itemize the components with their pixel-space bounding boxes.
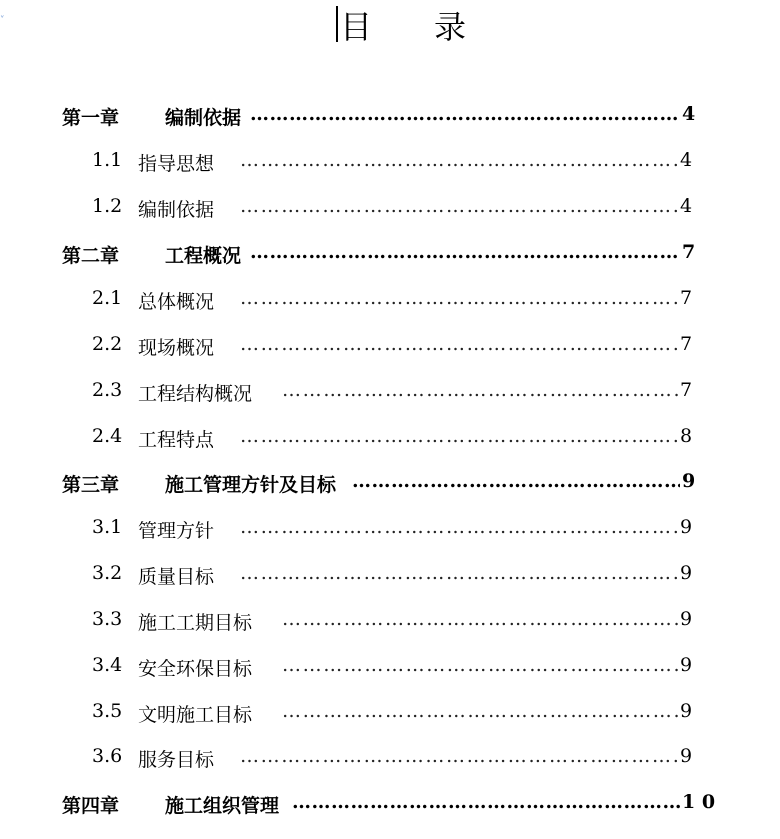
toc-entry-title: 管理方针 bbox=[138, 520, 215, 542]
toc-leader-dots bbox=[240, 149, 678, 171]
toc-page-number: 9 bbox=[680, 700, 693, 722]
toc-chapter-row[interactable] bbox=[0, 791, 780, 817]
toc-section-row[interactable] bbox=[0, 425, 780, 451]
toc-leader-dots bbox=[240, 287, 678, 309]
toc-entry-title: 施工工期目标 bbox=[138, 612, 253, 634]
toc-section-row[interactable] bbox=[0, 608, 780, 634]
toc-entry-title: 现场概况 bbox=[138, 337, 215, 359]
toc-entry-title: 工程结构概况 bbox=[138, 383, 253, 405]
toc-section-row[interactable] bbox=[0, 745, 780, 771]
toc-entry-title: 施工管理方针及目标 bbox=[165, 474, 337, 496]
toc-entry-number: 3.2 bbox=[92, 562, 123, 584]
toc-leader-dots bbox=[250, 103, 680, 125]
toc-page-number: 1 0 bbox=[682, 791, 716, 813]
toc-page-number: 7 bbox=[680, 287, 693, 309]
toc-page-number: 9 bbox=[680, 745, 693, 767]
toc-leader-dots bbox=[282, 654, 678, 676]
toc-entry-title: 文明施工目标 bbox=[138, 704, 253, 726]
toc-leader-dots bbox=[292, 791, 680, 813]
toc-entry-number: 2.1 bbox=[92, 287, 123, 309]
toc-page-number: 9 bbox=[682, 470, 696, 492]
toc-page-number: 4 bbox=[680, 195, 693, 217]
toc-leader-dots bbox=[240, 425, 678, 447]
toc-entry-number: 2.2 bbox=[92, 333, 123, 355]
toc-entry-number: 2.3 bbox=[92, 379, 123, 401]
toc-entry-title: 安全环保目标 bbox=[138, 658, 253, 680]
toc-page-number: 9 bbox=[680, 608, 693, 630]
toc-entry-number: 3.1 bbox=[92, 516, 123, 538]
toc-entry-title: 施工组织管理 bbox=[165, 795, 280, 817]
toc-entry-number: 3.4 bbox=[92, 654, 123, 676]
toc-entry-title: 服务目标 bbox=[138, 749, 215, 771]
toc-page-number: 7 bbox=[682, 241, 696, 263]
title-char-1: 目 bbox=[340, 8, 373, 46]
toc-section-row[interactable] bbox=[0, 149, 780, 175]
toc-page-number: 4 bbox=[682, 103, 696, 125]
toc-entry-title: 编制依据 bbox=[165, 107, 242, 129]
toc-entry-number: 3.6 bbox=[92, 745, 123, 767]
toc-section-row[interactable] bbox=[0, 195, 780, 221]
toc-entry-number: 1.1 bbox=[92, 149, 123, 171]
toc-page-number: 4 bbox=[680, 149, 693, 171]
toc-leader-dots bbox=[282, 379, 678, 401]
toc-section-row[interactable] bbox=[0, 379, 780, 405]
corner-mark: ˅ bbox=[0, 16, 5, 26]
toc-leader-dots bbox=[250, 241, 680, 263]
toc-leader-dots bbox=[240, 333, 678, 355]
toc-chapter-row[interactable] bbox=[0, 241, 780, 267]
toc-entry-number: 第三章 bbox=[62, 474, 120, 496]
toc-page-number: 9 bbox=[680, 516, 693, 538]
toc-chapter-row[interactable] bbox=[0, 103, 780, 129]
toc-section-row[interactable] bbox=[0, 516, 780, 542]
toc-entry-title: 工程概况 bbox=[165, 245, 242, 267]
title-char-2: 录 bbox=[434, 8, 467, 46]
toc-leader-dots bbox=[352, 470, 680, 492]
toc-leader-dots bbox=[240, 195, 678, 217]
toc-entry-number: 第四章 bbox=[62, 795, 120, 817]
toc-entry-number: 第二章 bbox=[62, 245, 120, 267]
toc-leader-dots bbox=[240, 562, 678, 584]
toc-section-row[interactable] bbox=[0, 700, 780, 726]
toc-entry-title: 总体概况 bbox=[138, 291, 215, 313]
toc-page-number: 8 bbox=[680, 425, 693, 447]
toc-entry-number: 1.2 bbox=[92, 195, 123, 217]
toc-leader-dots bbox=[282, 700, 678, 722]
toc-entry-number: 3.5 bbox=[92, 700, 123, 722]
toc-entry-number: 3.3 bbox=[92, 608, 123, 630]
toc-section-row[interactable] bbox=[0, 287, 780, 313]
toc-section-row[interactable] bbox=[0, 654, 780, 680]
toc-entry-number: 第一章 bbox=[62, 107, 120, 129]
toc-page-number: 9 bbox=[680, 562, 693, 584]
toc-section-row[interactable] bbox=[0, 333, 780, 359]
toc-entry-title: 编制依据 bbox=[138, 199, 215, 221]
toc-leader-dots bbox=[240, 745, 678, 767]
toc-entry-title: 工程特点 bbox=[138, 429, 215, 451]
toc-leader-dots bbox=[282, 608, 678, 630]
toc-entry-title: 指导思想 bbox=[138, 153, 215, 175]
toc-page-number: 7 bbox=[680, 379, 693, 401]
toc-chapter-row[interactable] bbox=[0, 470, 780, 496]
text-cursor bbox=[336, 6, 338, 42]
toc-entry-title: 质量目标 bbox=[138, 566, 215, 588]
toc-page-number: 7 bbox=[680, 333, 693, 355]
toc-section-row[interactable] bbox=[0, 562, 780, 588]
toc-entry-number: 2.4 bbox=[92, 425, 123, 447]
toc-page-number: 9 bbox=[680, 654, 693, 676]
toc-leader-dots bbox=[240, 516, 678, 538]
